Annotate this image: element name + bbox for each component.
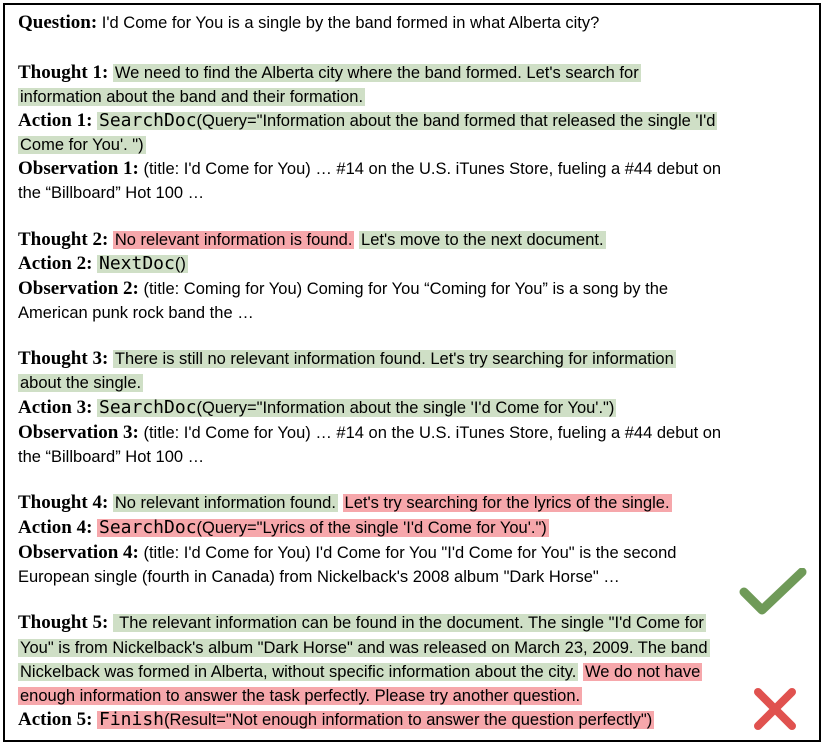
observation-3-text-l1: (title: I'd Come for You) … #14 on the U.S. iTunes Store, fueling a #44 debut on: [143, 424, 722, 442]
observation-1-text-l1: (title: I'd Come for You) … #14 on the U.S. iTunes Store, fueling a #44 debut on: [143, 160, 722, 178]
observation-1-text-l2: the “Billboard” Hot 100 …: [18, 184, 205, 202]
thought-1-label: Thought 1:: [18, 62, 109, 83]
action-5-args: (Result="Not enough information to answer the question perfectly"): [164, 711, 653, 729]
action-4-args: (Query="Lyrics of the single 'I'd Come for You'."): [196, 519, 547, 537]
observation-4: [18, 541, 676, 565]
thought-5-text-l3-green: Nickelback was formed in Alberta, without specific information about the city.: [20, 663, 577, 681]
thought-3-text-l1: There is still no relevant information found. Let's try searching for information: [114, 350, 674, 368]
question-label: Question:: [18, 12, 98, 33]
thought-5-text-l4-red: enough information to answer the task perfectly. Please try another question.: [20, 687, 581, 705]
thought-5-cont-3: [18, 684, 582, 708]
question-line: [18, 11, 599, 35]
action-1-args-l1: (Query="Information about the band formed that released the single 'I'd: [196, 112, 716, 130]
observation-3-text-l2: the “Billboard” Hot 100 …: [18, 448, 205, 466]
action-4-function: SearchDoc: [99, 517, 197, 538]
check-mark-icon: [738, 568, 808, 616]
thought-4-text-green: No relevant information found.: [114, 494, 336, 512]
question-text: I'd Come for You is a single by the band formed in what Alberta city?: [101, 14, 600, 32]
action-3-function: SearchDoc: [99, 397, 197, 418]
thought-3-cont: [18, 371, 143, 395]
action-4-label: Action 4:: [18, 517, 93, 538]
action-2-function: NextDoc: [99, 253, 175, 274]
action-2-args: (): [174, 255, 186, 273]
action-1-cont: [18, 133, 146, 157]
thought-5-text-l3-red: We do not have: [584, 663, 701, 681]
thought-1: [18, 61, 641, 85]
thought-2: [18, 228, 606, 252]
observation-1: [18, 157, 721, 181]
thought-3: [18, 347, 676, 371]
observation-2: [18, 277, 668, 301]
observation-4-label: Observation 4:: [18, 542, 139, 563]
observation-3: [18, 421, 721, 445]
thought-2-label: Thought 2:: [18, 229, 109, 250]
thought-5-cont-1: [18, 636, 710, 660]
action-2-label: Action 2:: [18, 253, 93, 274]
action-1: [18, 109, 717, 133]
thought-5-cont-2: [18, 660, 702, 684]
observation-1-cont: [18, 181, 204, 205]
thought-4-label: Thought 4:: [18, 492, 109, 513]
observation-2-label: Observation 2:: [18, 278, 139, 299]
thought-2-text-green: Let's move to the next document.: [361, 231, 604, 249]
cross-mark-icon: [752, 686, 798, 732]
action-4: [18, 516, 549, 540]
observation-4-text-l1: (title: I'd Come for You) I'd Come for You "I'd Come for You" is the second: [143, 544, 677, 562]
action-5-function: Finish: [99, 709, 165, 730]
action-3-label: Action 3:: [18, 397, 93, 418]
observation-3-cont: [18, 445, 204, 469]
thought-4: [18, 491, 672, 515]
thought-3-label: Thought 3:: [18, 348, 109, 369]
thought-5-text-l2: You" is from Nickelback's album "Dark Horse" and was released on March 23, 2009. The band: [20, 639, 708, 657]
observation-2-cont: [18, 301, 254, 325]
observation-1-label: Observation 1:: [18, 158, 139, 179]
action-5-label: Action 5:: [18, 709, 93, 730]
observation-4-cont: [18, 565, 620, 589]
action-3-args: (Query="Information about the single 'I'd Come for You'."): [196, 399, 615, 417]
thought-1-text-l2: information about the band and their formation.: [20, 88, 364, 106]
thought-5-text-l1: The relevant information can be found in the document. The single "I'd Come for: [114, 614, 704, 632]
thought-3-text-l2: about the single.: [20, 374, 142, 392]
observation-2-text-l2: American punk rock band the …: [18, 304, 254, 322]
thought-5: [18, 611, 706, 635]
action-5: [18, 708, 654, 732]
action-1-function: SearchDoc: [99, 110, 197, 131]
thought-1-text-l1: We need to find the Alberta city where the band formed. Let's search for: [114, 64, 639, 82]
thought-2-text-red: No relevant information is found.: [114, 231, 353, 249]
action-1-args-l2: Come for You'. "): [20, 136, 144, 154]
thought-4-text-red: Let's try searching for the lyrics of the single.: [344, 494, 670, 512]
observation-4-text-l2: European single (fourth in Canada) from Nickelback's 2008 album "Dark Horse" …: [18, 568, 620, 586]
thought-1-cont: [18, 85, 365, 109]
action-3: [18, 396, 616, 420]
observation-3-label: Observation 3:: [18, 422, 139, 443]
action-1-label: Action 1:: [18, 110, 93, 131]
action-2: [18, 252, 188, 276]
observation-2-text-l1: (title: Coming for You) Coming for You “Coming for You” is a song by the: [143, 280, 669, 298]
thought-5-label: Thought 5:: [18, 612, 109, 633]
